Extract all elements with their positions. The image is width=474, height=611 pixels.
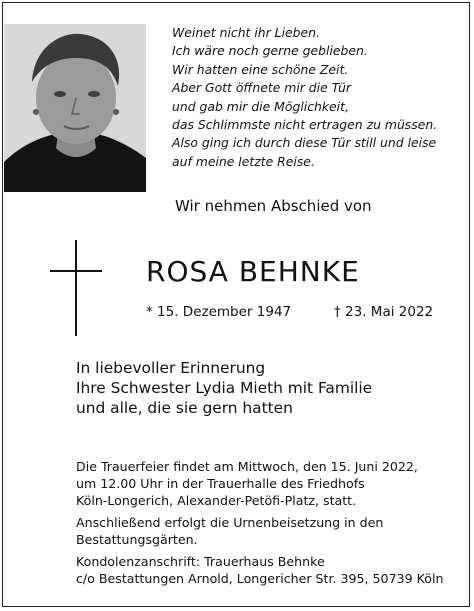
- mourners-line: Ihre Schwester Lydia Mieth mit Familie: [76, 379, 373, 397]
- portrait-image: [4, 24, 146, 192]
- birth-date: * 15. Dezember 1947: [146, 304, 292, 320]
- death-date: † 23. Mai 2022: [334, 304, 434, 320]
- poem-line: und gab mir die Möglichkeit,: [172, 98, 349, 114]
- mourners-block: [76, 358, 372, 418]
- service-info: [76, 458, 443, 587]
- farewell-intro: Wir nehmen Abschied von: [175, 197, 372, 215]
- ceremony-line: um 12.00 Uhr in der Trauerhalle des Friedhofs: [76, 476, 365, 491]
- poem-line: auf meine letzte Reise.: [172, 153, 315, 169]
- ceremony-line: Köln-Longerich, Alexander-Petöfi-Platz, statt.: [76, 493, 357, 508]
- condolence-line: c/o Bestattungen Arnold, Longericher Str. 395, 50739 Köln: [76, 571, 444, 586]
- poem-line: Ich wäre noch gerne geblieben.: [172, 43, 368, 59]
- mourners-line: und alle, die sie gern hatten: [76, 399, 293, 417]
- urn-line: Bestattungsgärten.: [76, 532, 198, 547]
- ceremony-line: Die Trauerfeier findet am Mittwoch, den 15. Juni 2022,: [76, 459, 418, 474]
- portrait-photo: [4, 24, 146, 192]
- cross-icon: [75, 240, 77, 336]
- urn-line: Anschließend erfolgt die Urnenbeisetzung in den: [76, 515, 384, 530]
- poem-line: Weinet nicht ihr Lieben.: [172, 25, 320, 40]
- poem: [172, 24, 437, 171]
- condolence-line: Kondolenzanschrift: Trauerhaus Behnke: [76, 554, 325, 569]
- poem-line: Wir hatten eine schöne Zeit.: [172, 61, 349, 77]
- mourners-line: In liebevoller Erinnerung: [76, 359, 266, 377]
- poem-line: Also ging ich durch diese Tür still und leise: [172, 135, 437, 151]
- poem-line: Aber Gott öffnete mir die Tür: [172, 80, 351, 96]
- poem-line: das Schlimmste nicht ertragen zu müssen.: [172, 117, 438, 133]
- cross-icon-bar: [50, 270, 102, 272]
- deceased-name: ROSA BEHNKE: [146, 255, 360, 288]
